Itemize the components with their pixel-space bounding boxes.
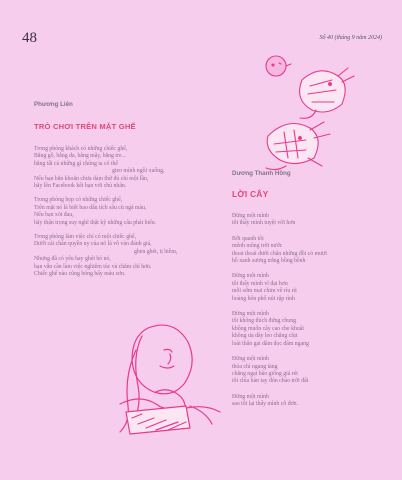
poem-line: Đừng một mình: [232, 213, 269, 219]
poem-line: hãy lên Facebook kết bạn với chủ nhân.: [34, 183, 127, 190]
poem-line: Đừng một mình: [232, 356, 269, 363]
poem1-title: TRÒ CHƠI TRÊN MẶT GHẾ: [34, 122, 136, 131]
poem-line: hồ xanh sương trắng bồng bềnh: [232, 258, 306, 265]
poem-line: Bằng gỗ, bằng da, bằng mây, bằng tre...: [34, 153, 126, 160]
poem-line: hãy thận trọng suy nghĩ thật kỹ những câu phát biểu.: [34, 219, 157, 226]
poem-line: bạn vẫn cần làm việc nghiêm túc và chăm chỉ hơn.: [34, 263, 152, 270]
poem-line: ghen ghét, tị hiềm,: [134, 248, 178, 255]
poem-loi-cay: [232, 170, 392, 417]
poem-line: tôi không thích đứng chung: [232, 318, 297, 325]
poem1-stanza: [34, 234, 224, 278]
poem-line: Chiếc ghế nào cũng bóng bẩy màu sơn.: [34, 271, 126, 278]
poem2-stanza: [232, 273, 392, 303]
poem2-author: Dương Thanh Hồng: [232, 170, 291, 177]
poem-line: Trong phòng họp có những chiếc ghế,: [34, 197, 123, 204]
poem-line: Dưới cái chân quyền uy của nó là vô vàn đánh giá,: [34, 241, 152, 248]
page-number: 48: [22, 30, 37, 46]
poem-line: Trong phòng khách có những chiếc ghế,: [34, 146, 128, 152]
portrait-sketch-illustration: [90, 320, 240, 435]
poem-line: Nếu bạn bắn khoăn chưa dám thử đủ chỉ một lần,: [34, 175, 149, 182]
poem-line: Đừng một mình: [232, 273, 269, 280]
poem2-stanza: [232, 213, 392, 228]
poem-line: không ưa dây leo chằng chịt: [232, 333, 298, 340]
poem-line: tôi thấy mình vĩ đại hơn: [232, 280, 288, 287]
poem2-stanza: [232, 394, 392, 409]
poem-line: loài thân gai dâm dọc dâm ngang: [232, 340, 309, 347]
poem-line: chẳng ngại bão giông giá rét: [232, 370, 298, 377]
poem-line: Trong phòng làm việc chỉ có một chiếc ghế,: [34, 234, 137, 241]
poem2-stanza: [232, 311, 392, 348]
poem2-stanza: [232, 356, 392, 386]
poem-tro-choi-tren-mat-ghe: [34, 101, 224, 286]
poem2-stanza: [232, 236, 392, 266]
poem1-body: [34, 146, 224, 279]
poem-line: tôi thấy mình tuyệt vời hơn: [232, 220, 296, 227]
poem-line: Nếu bạn xót đau,: [34, 212, 74, 219]
poem-line: Đừng một mình: [232, 311, 269, 318]
poem-line: thỏa chí ngang tàng: [232, 363, 278, 370]
poem-line: Trên mặt nó là biết bao dấu tích sâu cũ ngã màu,: [34, 204, 147, 211]
poem-line: Nhưng đã có yêu hay ghét bỏ nó,: [34, 256, 111, 263]
poem-line: mênh mông trời nước: [232, 243, 283, 250]
poem1-stanza: [34, 197, 224, 227]
poem-line: sao tôi lại thấy mình cô đơn.: [232, 401, 299, 408]
bird-sketch-illustration: [250, 48, 370, 178]
poem-line: Bởi quanh tôi: [232, 235, 264, 242]
poem2-body: [232, 213, 392, 409]
poem1-author: Phương Liên: [34, 101, 73, 108]
poem-line: Đừng một mình: [232, 393, 269, 400]
poem-line: tôi chìa bàn tay đón chào trời đất: [232, 378, 309, 385]
poem1-stanza: [34, 146, 224, 190]
poem-line: hoàng hôn phố núi rập rình: [232, 295, 295, 302]
issue-label: Số 40 (tháng 9 năm 2024): [319, 35, 382, 41]
poem-line: không muốn cây cao che khuất: [232, 325, 304, 332]
poem-line: bằng tất cả những gì chúng ta có thể: [34, 160, 118, 167]
poem2-title: LỜI CÂY: [232, 189, 269, 199]
poem-line: mỗi sớm mai chim về ríu rít: [232, 288, 297, 295]
poem-line: thoai thoải dưới chân những đồi cỏ mượt: [232, 250, 327, 257]
poem-line: gieo mình ngồi xuống,: [112, 168, 165, 175]
